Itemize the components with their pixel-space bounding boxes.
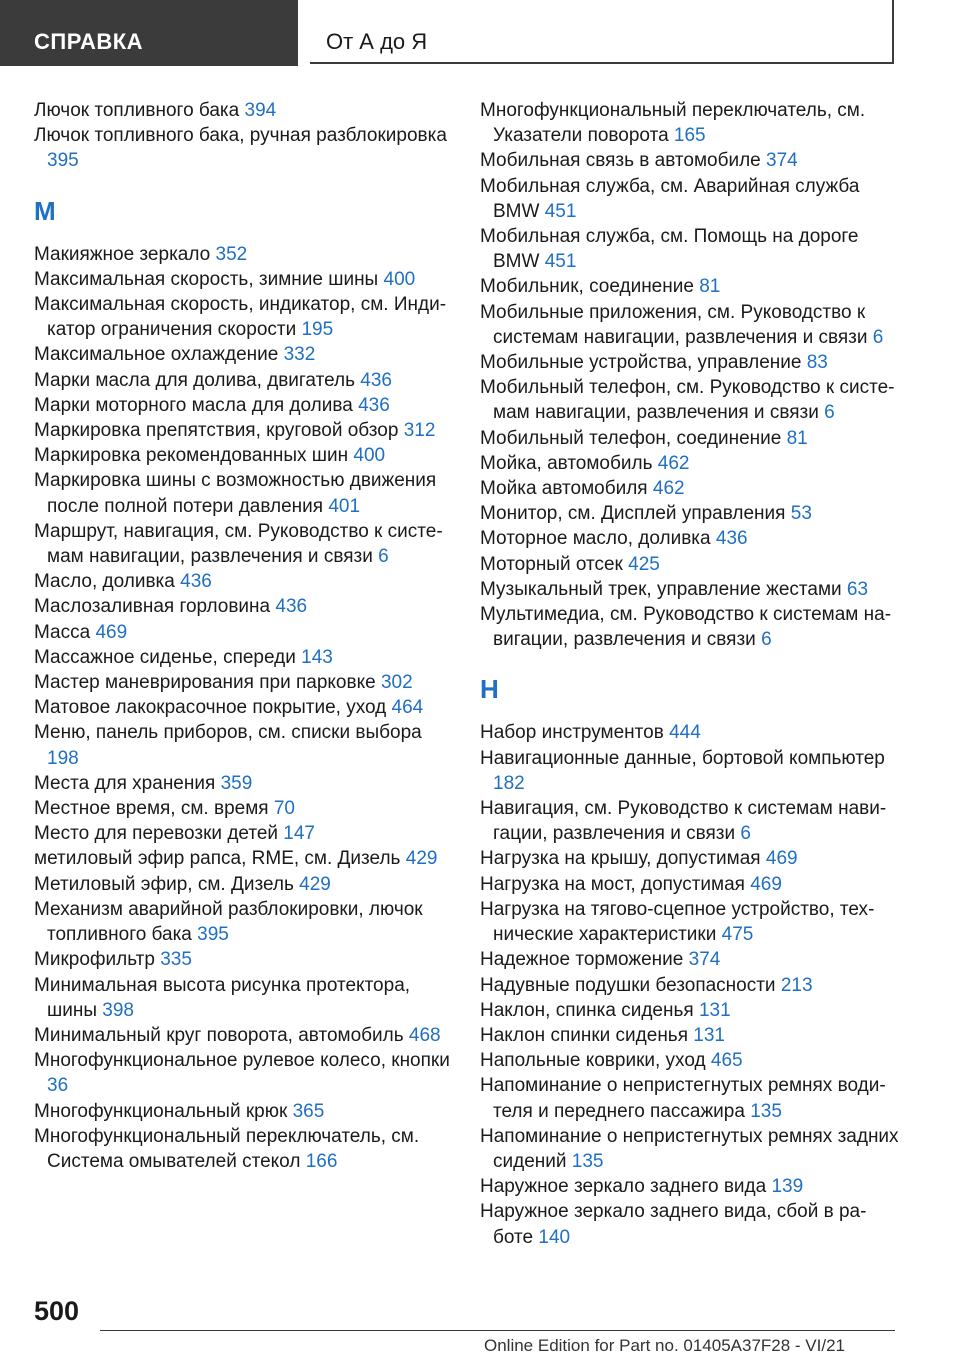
index-entry-text: Лючок топливного бака, ручная разблокировка [34, 125, 447, 147]
page-reference-link[interactable]: 436 [275, 596, 308, 618]
page-reference-link[interactable]: 451 [544, 200, 577, 222]
index-entry [480, 274, 900, 299]
index-entry-text: Монитор, см. Дисплей управления [480, 503, 786, 525]
index-entry [34, 620, 452, 645]
index-entry-text: Надежное торможение [480, 949, 684, 971]
index-entry-text: Моторное масло, доливка [480, 528, 711, 550]
index-entry-text: Многофункциональный переключатель, см. Система омывателей стекол [34, 1125, 420, 1172]
page-reference-link[interactable]: 302 [380, 672, 413, 694]
index-entry-text: Марки масла для долива, двигатель [34, 369, 355, 391]
page-reference-link[interactable]: 63 [846, 578, 869, 600]
page-reference-link[interactable]: 475 [721, 924, 754, 946]
index-entry-text: Моторный отсек [480, 553, 623, 575]
page-reference-link[interactable]: 332 [283, 344, 316, 366]
page-reference-link[interactable]: 36 [47, 1075, 69, 1097]
page-reference-link[interactable]: 365 [292, 1100, 325, 1122]
page-reference-link[interactable]: 451 [544, 251, 577, 273]
index-entry [34, 368, 452, 393]
index-entry [34, 821, 452, 846]
page-reference-link[interactable]: 6 [740, 823, 751, 845]
index-entry [34, 342, 452, 367]
index-entry [34, 897, 452, 947]
page-reference-link[interactable]: 165 [673, 125, 706, 147]
index-entry-text: Матовое лакокрасочное покрытие, уход [34, 697, 387, 719]
index-entry-text: Маркировка препятствия, круговой обзор [34, 420, 399, 442]
index-entry [34, 267, 452, 292]
index-entry [34, 519, 452, 569]
page-reference-link[interactable]: 425 [628, 553, 660, 575]
section-tab: СПРАВКА [0, 0, 298, 66]
index-entry-text: Напоминание о непристегнутых ремнях задних сидений [480, 1125, 899, 1172]
page-reference-link[interactable]: 195 [301, 319, 334, 341]
index-entry [34, 796, 452, 821]
index-entry [34, 418, 452, 443]
index-entry-text: Наклон, спинка сиденья [480, 999, 694, 1021]
index-entry-text: Максимальная скорость, зимние шины [34, 268, 379, 290]
page-reference-link[interactable]: 436 [360, 369, 392, 391]
page-reference-link[interactable]: 395 [47, 150, 79, 172]
index-entry [34, 1124, 452, 1174]
index-entry [480, 897, 900, 947]
index-entry [480, 872, 900, 897]
page-reference-link[interactable]: 83 [806, 352, 828, 374]
index-entry-text: Нагрузка на крышу, допустимая [480, 848, 761, 870]
index-entry [480, 426, 900, 451]
index-entry-text: Масса [34, 621, 91, 643]
index-entry [34, 973, 452, 1023]
index-entry-text: Массажное сиденье, спереди [34, 646, 296, 668]
index-entry [34, 292, 452, 342]
page-reference-link[interactable]: 374 [766, 150, 798, 172]
page-reference-link[interactable]: 462 [652, 478, 685, 500]
index-entry [34, 242, 452, 267]
index-entry-text: Мойка, автомобиль [480, 452, 653, 474]
index-entry-text: Местное время, см. время [34, 798, 269, 820]
index-entry [34, 720, 452, 770]
page-reference-link[interactable]: 352 [215, 243, 248, 265]
page-reference-link[interactable]: 213 [780, 974, 813, 996]
index-entry [34, 872, 452, 897]
page-reference-link[interactable]: 436 [358, 394, 390, 416]
page-reference-link[interactable]: 374 [688, 949, 721, 971]
index-entry [34, 670, 452, 695]
index-entry [34, 594, 452, 619]
index-column-right [480, 98, 900, 1250]
page-reference-link[interactable]: 131 [698, 999, 731, 1021]
index-letter-heading: М [34, 195, 56, 226]
index-entry-text: Маркировка рекомендованных шин [34, 445, 349, 467]
page-reference-link[interactable]: 394 [244, 100, 277, 121]
page-reference-link[interactable]: 436 [180, 571, 212, 593]
index-entry-text: Меню, панель приборов, см. списки выбора [34, 722, 422, 744]
page-reference-link[interactable]: 398 [102, 999, 134, 1021]
index-entry-text: Механизм аварийной разблокировки, лючок топливного бака [34, 898, 423, 946]
index-entry-text: Напоминание о непристегнутых ремнях водителя и переднего пассажира [480, 1075, 886, 1122]
page-reference-link[interactable]: 444 [669, 722, 701, 744]
page-reference-link[interactable]: 70 [273, 798, 295, 820]
page-reference-link[interactable]: 135 [750, 1100, 782, 1122]
page-reference-link[interactable]: 147 [283, 823, 315, 845]
index-entry [480, 148, 900, 173]
index-entry [34, 1048, 452, 1098]
index-entry-text: Масло, доливка [34, 571, 175, 593]
index-entry-text: Навигация, см. Руководство к системам навигации, развлечения и связи [480, 798, 887, 845]
index-entry-text: Маслозаливная горловина [34, 596, 271, 618]
index-entry-text: Мобильная служба, см. Помощь на дороге BMW [480, 226, 859, 273]
index-entry [480, 451, 900, 476]
page-reference-link[interactable]: 81 [786, 427, 808, 449]
index-entry-text: Мобильник, соединение [480, 276, 694, 298]
page-reference-link[interactable]: 143 [301, 646, 333, 668]
index-entry-text: Наружное зеркало заднего вида, сбой в работе [480, 1201, 867, 1248]
index-entry [34, 846, 452, 871]
index-entry [34, 123, 452, 173]
page-reference-link[interactable]: 166 [305, 1150, 338, 1172]
index-entry-text: Микрофильтр [34, 949, 155, 971]
index-entry [34, 771, 452, 796]
index-entry [34, 393, 452, 418]
index-entry-text: Мобильные приложения, см. Руководство к системам навигации, развлечения и связи [480, 301, 868, 348]
index-entry-text: Набор инструментов [480, 722, 664, 744]
page-reference-link[interactable]: 198 [47, 747, 79, 769]
index-entry [480, 796, 900, 846]
index-entry [480, 350, 900, 375]
index-entry [480, 998, 900, 1023]
index-entry-text: Мобильный телефон, соединение [480, 427, 782, 449]
page-reference-link[interactable]: 6 [824, 402, 835, 424]
index-entry-text: Минимальный круг поворота, автомобиль [34, 1024, 404, 1046]
index-entry-text: Марки моторного масла для долива [34, 394, 353, 416]
index-entry [480, 375, 900, 425]
page-reference-link[interactable]: 429 [299, 873, 331, 895]
page-reference-link[interactable]: 436 [715, 528, 748, 550]
edition-text: Online Edition for Part no. 01405A37F28 - VI/21 [484, 1336, 846, 1355]
page-reference-link[interactable]: 135 [571, 1150, 604, 1172]
index-column-left [34, 98, 452, 1174]
index-entry-text: Мобильная связь в автомобиле [480, 150, 761, 172]
page-reference-link[interactable]: 139 [771, 1176, 804, 1198]
index-entry-text: Мобильный телефон, см. Руководство к системам навигации, развлечения и связи [480, 377, 895, 424]
page-reference-link[interactable]: 469 [95, 621, 128, 643]
index-entry-text: Мойка автомобиля [480, 478, 648, 500]
index-entry [480, 1124, 900, 1174]
page-reference-link[interactable]: 469 [750, 873, 782, 895]
page-header [0, 0, 960, 66]
page-reference-link[interactable]: 131 [693, 1024, 725, 1046]
index-entry-text: Напольные коврики, уход [480, 1050, 706, 1072]
index-entry-text: Нагрузка на мост, допустимая [480, 873, 745, 895]
index-entry [480, 526, 900, 551]
page-reference-link[interactable]: 462 [657, 452, 690, 474]
index-entry-text: Наружное зеркало заднего вида [480, 1176, 767, 1198]
index-entry-text: Многофункциональный крюк [34, 1100, 288, 1122]
index-entry-text: Максимальная скорость, индикатор, см. Индикатор ограничения скорости [34, 294, 447, 341]
index-entry [480, 1048, 900, 1073]
index-entry-text: Метиловый эфир, см. Дизель [34, 873, 294, 895]
index-entry [34, 468, 452, 518]
index-entry-text: Макияжное зеркало [34, 243, 211, 265]
index-entry-text: Навигационные данные, бортовой компьютер [480, 747, 885, 769]
index-entry-text: Маршрут, навигация, см. Руководство к системам навигации, развлечения и связи [34, 520, 443, 568]
index-entry [480, 846, 900, 871]
page-reference-link[interactable]: 140 [538, 1226, 571, 1248]
index-entry [480, 98, 900, 148]
index-entry-text: Мобильные устройства, управление [480, 352, 802, 374]
index-entry [480, 174, 900, 224]
page-reference-link[interactable]: 359 [220, 772, 253, 794]
page-reference-link[interactable]: 464 [391, 697, 424, 719]
index-entry-text: Максимальное охлаждение [34, 344, 279, 366]
index-entry [480, 552, 900, 577]
index-entry [480, 577, 900, 602]
page-number: 500 [34, 1296, 80, 1326]
index-entry [480, 1174, 900, 1199]
page-reference-link[interactable]: 395 [197, 924, 229, 946]
topic-tab: От А до Я [310, 0, 894, 64]
page-reference-link[interactable]: 465 [710, 1050, 743, 1072]
page-reference-link[interactable]: 401 [328, 495, 361, 517]
page-reference-link[interactable]: 312 [403, 420, 436, 442]
page-reference-link[interactable]: 400 [383, 268, 416, 290]
index-entry-text: Надувные подушки безопасности [480, 974, 776, 996]
index-entry [34, 443, 452, 468]
page-reference-link[interactable]: 6 [761, 629, 772, 651]
index-entry [34, 645, 452, 670]
index-entry [34, 98, 452, 123]
index-entry [480, 602, 900, 652]
index-entry-text: Мультимедиа, см. Руководство к системам навигации, развлечения и связи [480, 604, 892, 651]
page-reference-link[interactable]: 6 [378, 546, 389, 568]
index-entry [480, 720, 900, 745]
index-entry-text: Нагрузка на тягово-сцепное устройство, технические характеристики [480, 898, 875, 946]
index-entry [34, 947, 452, 972]
index-letter-heading: Н [480, 674, 499, 705]
index-entry [34, 695, 452, 720]
index-entry [480, 973, 900, 998]
index-entry [34, 1023, 452, 1048]
index-entry [480, 300, 900, 350]
index-entry-text: Музыкальный трек, управление жестами [480, 578, 842, 600]
index-entry [480, 1073, 900, 1123]
index-entry-text: Минимальная высота рисунка протектора, шины [34, 974, 411, 1021]
page-reference-link[interactable]: 182 [493, 772, 525, 794]
index-entry-text: Лючок топливного бака [34, 100, 240, 121]
index-entry [34, 569, 452, 594]
page-reference-link[interactable]: 429 [405, 848, 438, 870]
index-entry [480, 746, 900, 796]
index-entry [480, 1023, 900, 1048]
page-reference-link[interactable]: 6 [872, 326, 884, 348]
page-reference-link[interactable]: 468 [408, 1024, 441, 1046]
index-entry-text: Наклон спинки сиденья [480, 1024, 688, 1046]
index-entry [34, 1099, 452, 1124]
index-entry-text: Мобильная служба, см. Аварийная служба BMW [480, 175, 860, 222]
index-entry [480, 947, 900, 972]
index-entry-text: Многофункциональное рулевое колесо, кнопки [34, 1050, 450, 1072]
index-entry-text: Маркировка шины с возможностью движения после полной потери давления [34, 470, 437, 517]
page-reference-link[interactable]: 400 [353, 445, 386, 467]
index-entry-text: Места для хранения [34, 772, 216, 794]
index-entry-text: метиловый эфир рапса, RME, см. Дизель [34, 848, 401, 870]
index-entry [480, 476, 900, 501]
index-entry-text: Место для перевозки детей [34, 823, 279, 845]
index-entry [480, 501, 900, 526]
index-entry [480, 1199, 900, 1249]
index-entry-text: Многофункциональный переключатель, см. Указатели поворота [480, 100, 866, 147]
page-reference-link[interactable]: 469 [765, 848, 798, 870]
index-entry-text: Мастер маневрирования при парковке [34, 672, 376, 694]
page-reference-link[interactable]: 335 [160, 949, 192, 971]
page-reference-link[interactable]: 81 [699, 276, 721, 298]
footer-divider [100, 1330, 895, 1331]
index-entry [480, 224, 900, 274]
page-reference-link[interactable]: 53 [790, 503, 812, 525]
